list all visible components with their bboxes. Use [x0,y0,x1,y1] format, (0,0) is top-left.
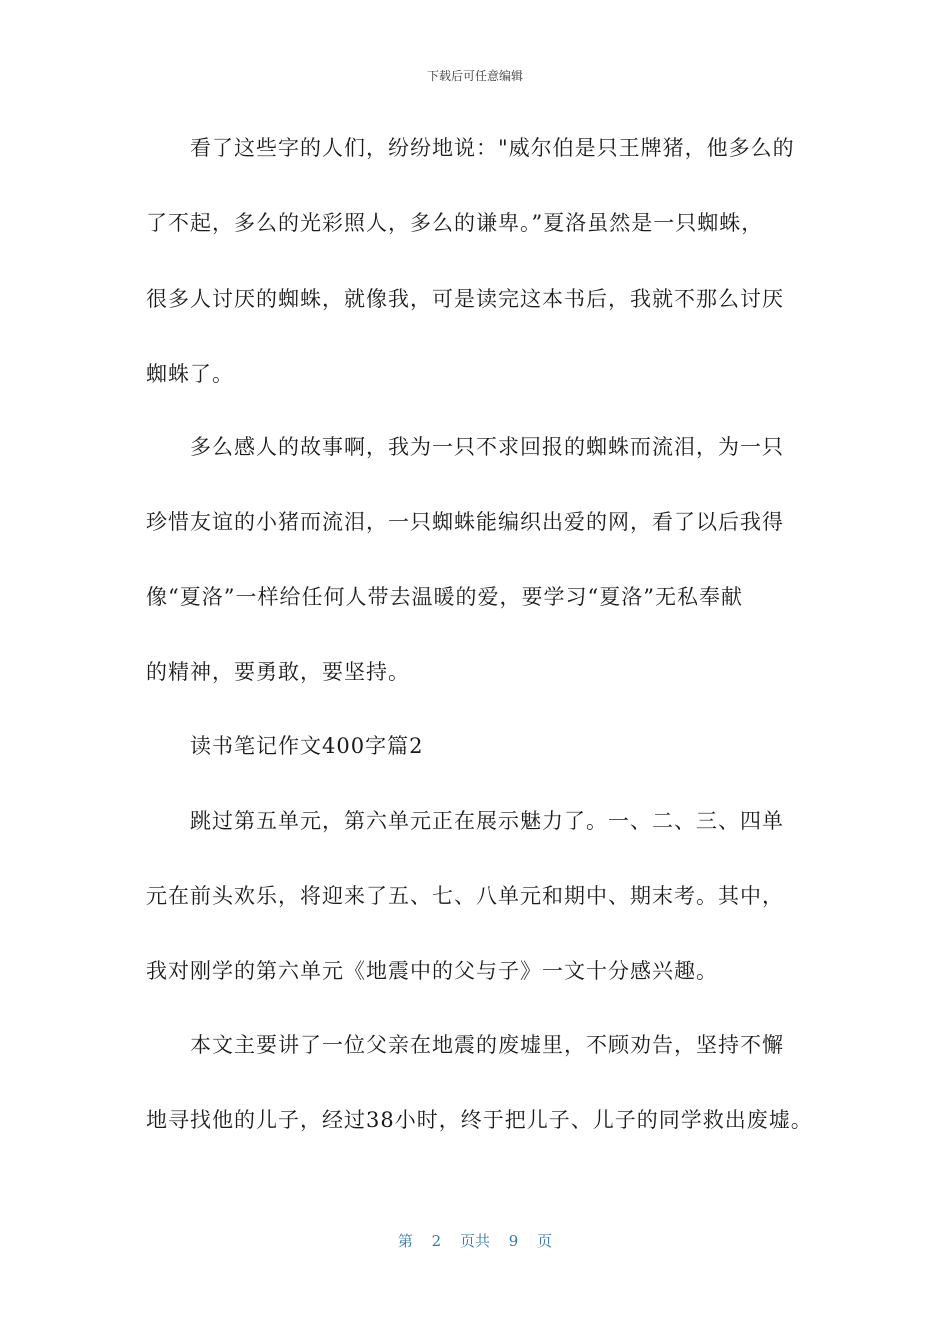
page-header: 下载后可任意编辑 [426,69,523,83]
footer-current-page: 2 [431,1232,442,1250]
footer-total-pages: 9 [508,1232,519,1250]
paragraph-line: 了不起，多么的光彩照人，多么的谦卑。”夏洛虽然是一只蜘蛛， [146,211,764,235]
paragraph-line: 蜘蛛了。 [146,362,234,386]
page-footer [0,1230,950,1251]
paragraph-line: 本文主要讲了一位父亲在地震的废墟里，不顾劝告，坚持不懈 [190,1033,784,1057]
paragraph-line: 元在前头欢乐，将迎来了五、七、八单元和期中、期末考。其中， [146,884,784,908]
paragraph-line: 珍惜友谊的小猪而流泪，一只蜘蛛能编织出爱的网，看了以后我得 [146,510,784,534]
paragraph-line: 多么感人的故事啊，我为一只不求回报的蜘蛛而流泪，为一只 [190,435,784,459]
paragraph-line: 的精神，要勇敢，要坚持。 [146,660,410,684]
footer-label-total: 页共 [459,1232,490,1250]
footer-label-page: 第 [397,1232,413,1250]
paragraph-line: 看了这些字的人们，纷纷地说："威尔伯是只王牌猪，他多么的 [190,136,795,160]
paragraph-line: 地寻找他的儿子，经过38小时，终于把儿子、儿子的同学救出废墟。 [146,1108,813,1132]
footer-label-end: 页 [537,1232,553,1250]
paragraph-line: 很多人讨厌的蜘蛛，就像我，可是读完这本书后，我就不那么讨厌 [146,287,784,311]
section-heading: 读书笔记作文400字篇2 [190,734,424,758]
paragraph-line: 我对刚学的第六单元《地震中的父与子》一文十分感兴趣。 [146,959,718,983]
paragraph-line: 像“夏洛”一样给任何人带去温暖的爱，要学习“夏洛”无私奉献 [146,585,743,609]
paragraph-line: 跳过第五单元，第六单元正在展示魅力了。一、二、三、四单 [190,809,784,833]
